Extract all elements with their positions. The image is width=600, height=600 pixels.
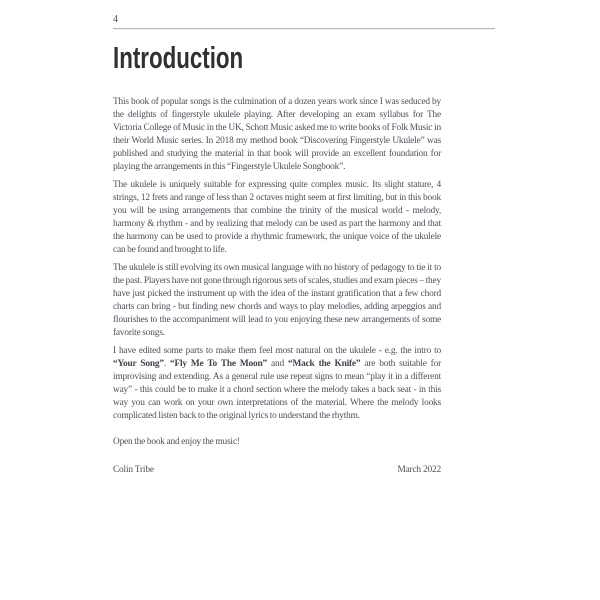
publish-date: March 2022 bbox=[397, 465, 441, 475]
book-page bbox=[113, 0, 495, 477]
paragraph: The ukulele is uniquely suitable for expressing quite complex music. Its slight stature, 4 strings, 12 frets and range of less than 2 octaves might seem at first limiting, but in this book you will be using arrangements that combine the trinity of the musical world - melody, harmony & rhythm - and by realizing that melody can be used as part the harmony and that the harmony can be used to provide a rhythmic framework, the unique voice of the ukulele can be found and brought to life. bbox=[113, 180, 441, 255]
paragraph: The ukulele is still evolving its own musical language with no history of pedagogy to tie it to the past. Players have not gone through rigorous sets of scales, studies and exam pieces – they have just picked the instrument up with the idea of the instant gratification that a few chord charts can bring - but finding new chords and ways to play melodies, adding arpeggios and flourishes to the accompaniment will lead to you enjoying these new arrangements of some favorite songs. bbox=[113, 263, 441, 338]
page-title: Introduction bbox=[113, 40, 244, 75]
paragraph: I have edited some parts to make them feel most natural on the ukulele - e.g. the intro to “Your Song”. “Fly Me To The Moon” and “Mack the Knife” are both suitable for improvising and extending. As a general rule use repeat signs to mean “play it in a different way” - this could be to make it a chord section where the melody takes a back seat - in this way you can work on your own interpretations of the material. Where the melody looks complicated listen back to the original lyrics to understand the rhythm. bbox=[113, 346, 442, 421]
body-paragraphs bbox=[113, 96, 441, 423]
byline bbox=[113, 464, 441, 477]
page-number: 4 bbox=[113, 14, 118, 25]
paragraph: This book of popular songs is the culmination of a dozen years work since I was seduced by the delights of fingerstyle ukulele playing. After developing an exam syllabus for The Victoria College of Music in the UK, Schott Music asked me to write books of Folk Music in their World Music series. In 2018 my method book “Discovering Fingerstyle Ukulele” was published and studying the material in that book will provide an excellent foundation for playing the arrangements in this “Fingerstyle Ukulele Songbook”. bbox=[113, 97, 441, 172]
header-rule bbox=[113, 28, 495, 29]
author-name: Colin Tribe bbox=[113, 465, 154, 475]
closing-line: Open the book and enjoy the music! bbox=[113, 437, 240, 447]
